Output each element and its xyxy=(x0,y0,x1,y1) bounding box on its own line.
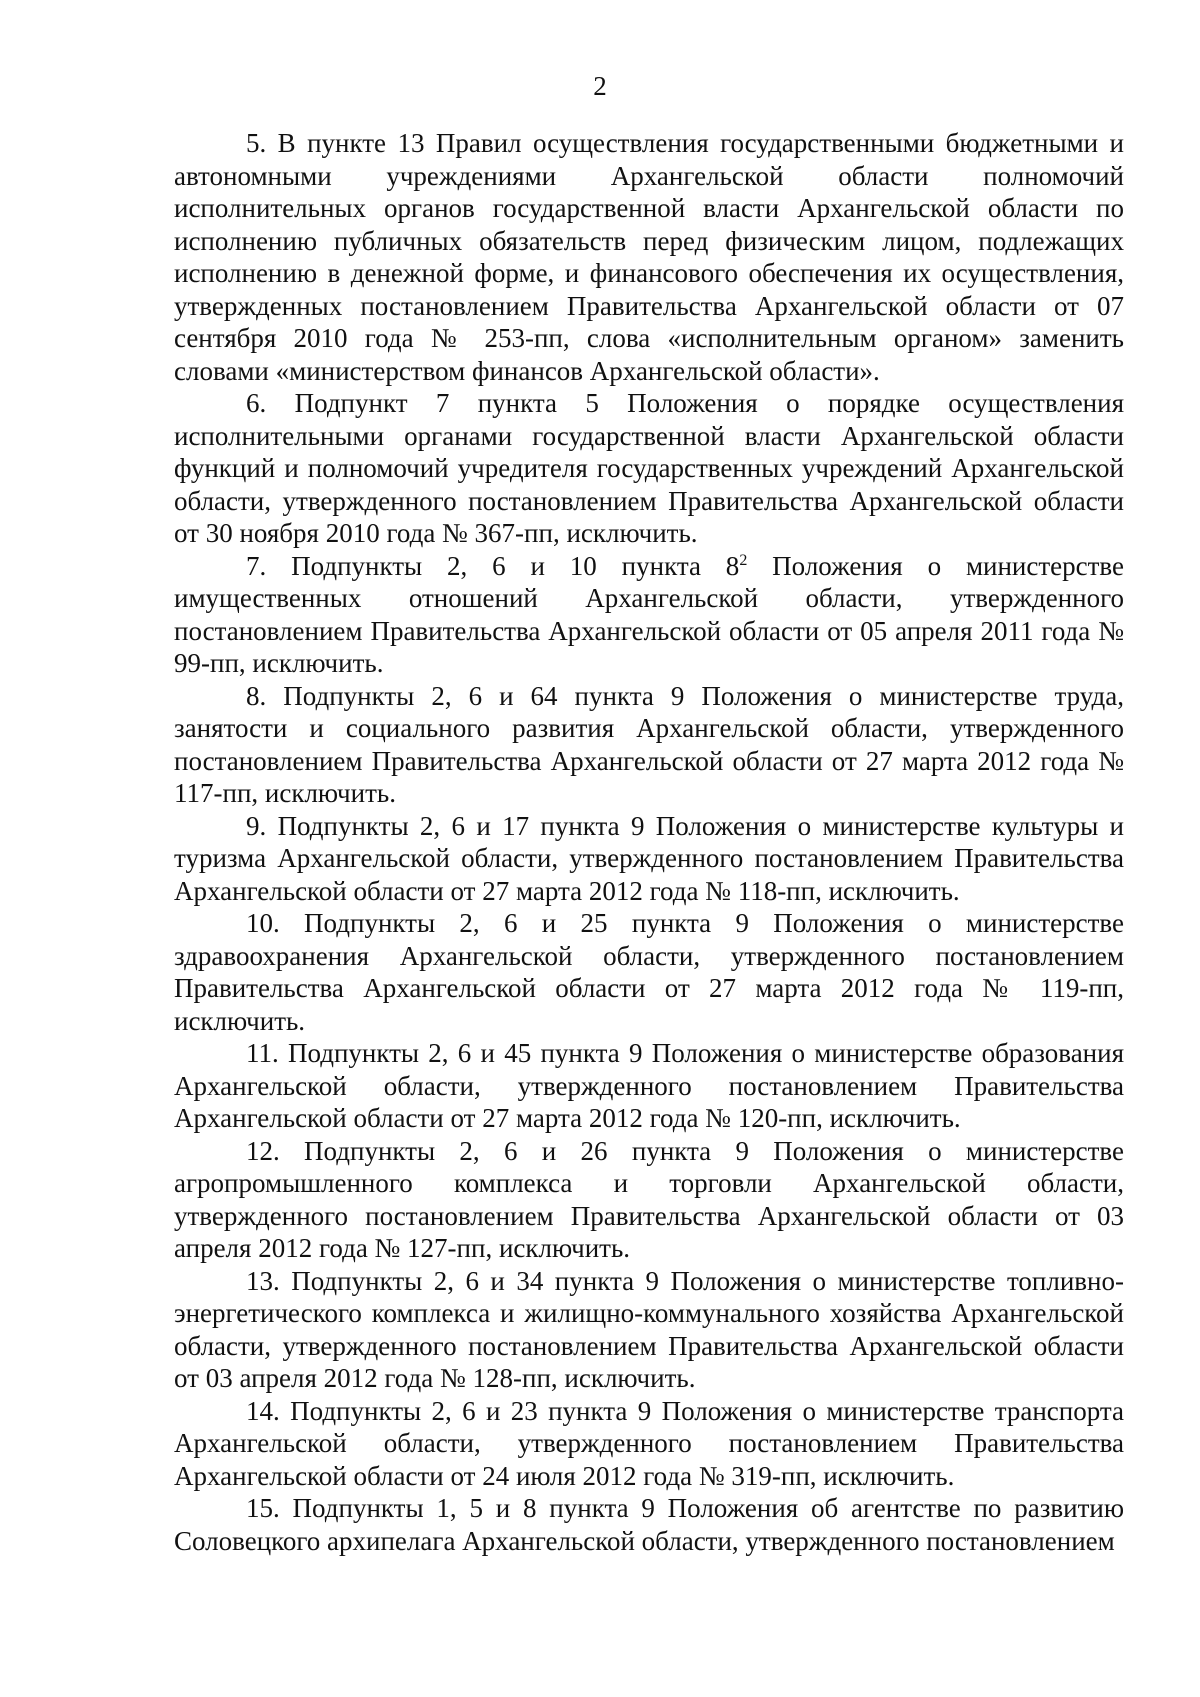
paragraph-10: 10. Подпункты 2, 6 и 25 пункта 9 Положения о министерстве здравоохранения Архангельской области, утвержденного постановлением Правительства Архангельской области от 27 марта 2012 года № 119-пп, исключить. xyxy=(174,908,1124,1036)
paragraph-14: 14. Подпункты 2, 6 и 23 пункта 9 Положения о министерстве транспорта Архангельской области, утвержденного постановлением Правительства Архангельской области от 24 июля 2012 года № 319-пп, исключить. xyxy=(174,1395,1124,1491)
paragraph-7-text-start: 7. Подпункты 2, 6 и 10 пункта 8 xyxy=(246,550,740,581)
paragraph-6: 6. Подпункт 7 пункта 5 Положения о порядке осуществления исполнительными органами государственной власти Архангельской области функций и полномочий учредителя государственных учреждений Архангельской области, утвержденного постановлением Правительства Архангельской области от 30 ноября 2010 года № 367-пп, исключить. xyxy=(174,388,1124,548)
document-body xyxy=(174,127,1124,1557)
paragraph-7-superscript: 2 xyxy=(739,551,748,569)
paragraph-11: 11. Подпункты 2, 6 и 45 пункта 9 Положения о министерстве образования Архангельской области, утвержденного постановлением Правительства Архангельской области от 27 марта 2012 года № 120-пп, исключить. xyxy=(174,1038,1124,1133)
paragraph-15: 15. Подпункты 1, 5 и 8 пункта 9 Положения об агентстве по развитию Соловецкого архипелага Архангельской области, утвержденного постановлением xyxy=(174,1493,1124,1556)
paragraph-13: 13. Подпункты 2, 6 и 34 пункта 9 Положения о министерстве топливно-энергетического комплекса и жилищно-коммунального хозяйства Архангельской области, утвержденного постановлением Правительства Архангельской области от 03 апреля 2012 года № 128-пп, исключить. xyxy=(174,1265,1124,1393)
paragraph-7 xyxy=(174,550,1124,680)
paragraph-7-text-end: Положения о министерстве имущественных отношений Архангельской области, утвержденного постановлением Правительства Архангельской области от 05 апреля 2011 года № 99-пп, исключить. xyxy=(174,550,1124,678)
paragraph-5: 5. В пункте 13 Правил осуществления государственными бюджетными и автономными учреждениями Архангельской области полномочий исполнительных органов государственной власти Архангельской области по исполнению публичных обязательств перед физическим лицом, подлежащих исполнению в денежной форме, и финансового обеспечения их осуществления, утвержденных постановлением Правительства Архангельской области от 07 сентября 2010 года № 253-пп, слова «исполнительным органом» заменить словами «министерством финансов Архангельской области». xyxy=(174,128,1124,386)
paragraph-9: 9. Подпункты 2, 6 и 17 пункта 9 Положения о министерстве культуры и туризма Архангельской области, утвержденного постановлением Правительства Архангельской области от 27 марта 2012 года № 118-пп, исключить. xyxy=(174,810,1124,906)
paragraph-12: 12. Подпункты 2, 6 и 26 пункта 9 Положения о министерстве агропромышленного комплекса и торговли Архангельской области, утвержденного постановлением Правительства Архангельской области от 03 апреля 2012 года № 127-пп, исключить. xyxy=(174,1135,1124,1263)
page-number: 2 xyxy=(593,71,607,101)
paragraph-8: 8. Подпункты 2, 6 и 64 пункта 9 Положения о министерстве труда, занятости и социального развития Архангельской области, утвержденного постановлением Правительства Архангельской области от 27 марта 2012 года № 117-пп, исключить. xyxy=(174,680,1124,808)
